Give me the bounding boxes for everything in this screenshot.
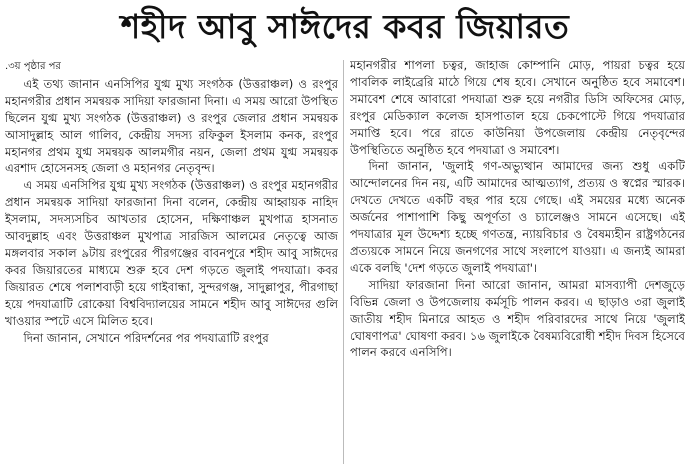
column-divider [343, 60, 344, 464]
article-column-right [350, 57, 685, 467]
continued-from-marker [5, 57, 338, 76]
article-paragraph: এই তথ্য জানান এনসিপির যুগ্ম মুখ্য সংগঠক (উত্তরাঞ্চল) ও রংপুর মহানগরীর প্রধান সমন্বয়ক সাদিয়া ফারজানা দিনা। এ সময় আরো উপস্থিত ছিলেন যুগ্ম মুখ্য সংগঠক (উত্তরাঞ্চল) ও রংপুর জেলার প্রধান সমন্বয়ক আসাদুল্লাহ আল গালিব, কেন্দ্রীয় সদস্য রফিকুল ইসলাম কনক, রংপুর মহানগর প্রথম যুগ্ম সমন্বয়ক আলমগীর নয়ন, জেলা প্রথম যুগ্ম সমন্বয়ক এরশাদ হোসেনসহ জেলা ও মহানগর নেতৃবৃন্দ। [5, 76, 338, 176]
headline: শহীদ আবু সাঈদের কবর জিয়ারত [120, 7, 570, 46]
article-paragraph: দিনা জানান, সেখানে পরিদর্শনের পর পদযাত্রাটি রংপুর [23, 330, 269, 345]
article-paragraph: মহানগরীর শাপলা চত্বর, জাহাজ কোম্পানি মোড়, পায়রা চত্বর হয়ে পাবলিক লাইব্রেরি মাঠে গিয়ে শেষ হবে। সেখানে অনুষ্ঠিত হবে সমাবেশ। সমাবেশ শেষে আবারো পদযাত্রা শুরু হয়ে নগরীর ডিসি অফিসের মোড়, রংপুর মেডিক্যাল কলেজ হাসপাতাল হয়ে চেকপোস্টে গিয়ে পদযাত্রার সমাপ্তি হবে। পরে রাতে কাউনিয়া উপজেলায় কেন্দ্রীয় নেতৃবৃন্দের উপস্থিতিতে অনুষ্ঠিত হবে পদযাত্রা ও সমাবেশ। [350, 58, 685, 157]
continued-from-label: .৩য় পৃষ্ঠার পর [5, 61, 61, 72]
article-paragraph: এ সময় এনসিপির যুগ্ম মুখ্য সংগঠক (উত্তরাঞ্চল) ও রংপুর মহানগরীর প্রধান সমন্বয়ক সাদিয়া ফারজানা দিনা বলেন, কেন্দ্রীয় আহ্বায়ক নাহিদ ইসলাম, সদস্যসচিব আখতার হোসেন, দক্ষিণাঞ্চল মুখপাত্র হাসনাত আবদুল্লাহ এবং উত্তরাঞ্চল মুখপাত্র সারজিস আলমের নেতৃত্বে আজ মঙ্গলবার সকাল ৯টায় রংপুরের পীরগঞ্জের বাবনপুরে শহীদ আবু সাঈদের কবর জিয়ারতের মাধ্যমে শুরু হবে দেশ গড়তে জুলাই পদযাত্রা। কবর জিয়ারত শেষে পলাশবাড়ী হয়ে গাইবান্ধা, সুন্দরগঞ্জ, সাদুল্লাপুর, পীরগাছা হয়ে পদযাত্রাটি রোকেয়া বিশ্ববিদ্যালয়ের সামনে শহীদ আবু সাঈদের গুলি খাওয়ার স্পটে এসে মিলিত হবে। [5, 178, 338, 328]
article-column-left [5, 57, 338, 467]
article-paragraph: সাদিয়া ফারজানা দিনা আরো জানান, আমরা মাসব্যাপী দেশজুড়ে বিভিন্ন জেলা ও উপজেলায় কর্মসূচি পালন করব। এ ছাড়াও ৩রা জুলাই জাতীয় শহীদ মিনারে আহত ও শহীদ পরিবারদের সাথে নিয়ে 'জুলাই ঘোষণাপত্র' ঘোষণা করব। ১৬ জুলাইকে বৈষম্যবিরোধী শহীদ দিবস হিসেবে পালন করবে এনসিপি। [350, 277, 685, 360]
article-paragraph: দিনা জানান, 'জুলাই গণ-অভ্যুত্থান আমাদের জন্য শুধু একটি আন্দোলনের দিন নয়, এটি আমাদের আত্মত্যাগ, প্রত্যয় ও স্বপ্নের স্মারক। দেখতে দেখতে একটি বছর পার হয়ে গেছে। এই সময়ের মধ্যে অনেক অর্জনের পাশাপাশি কিছু অপূর্ণতা ও চ্যালেঞ্জও সামনে এসেছে। এই পদযাত্রার মূল উদ্দেশ্য হচ্ছে গণতন্ত্র, ন্যায়বিচার ও বৈষম্যহীন রাষ্ট্রগঠনের প্রত্যয়কে সামনে নিয়ে জনগণের সাথে সংলাপে যাওয়া। এ জন্যই আমরা একে বলছি 'দেশ গড়তে জুলাই পদযাত্রা'। [350, 159, 685, 275]
